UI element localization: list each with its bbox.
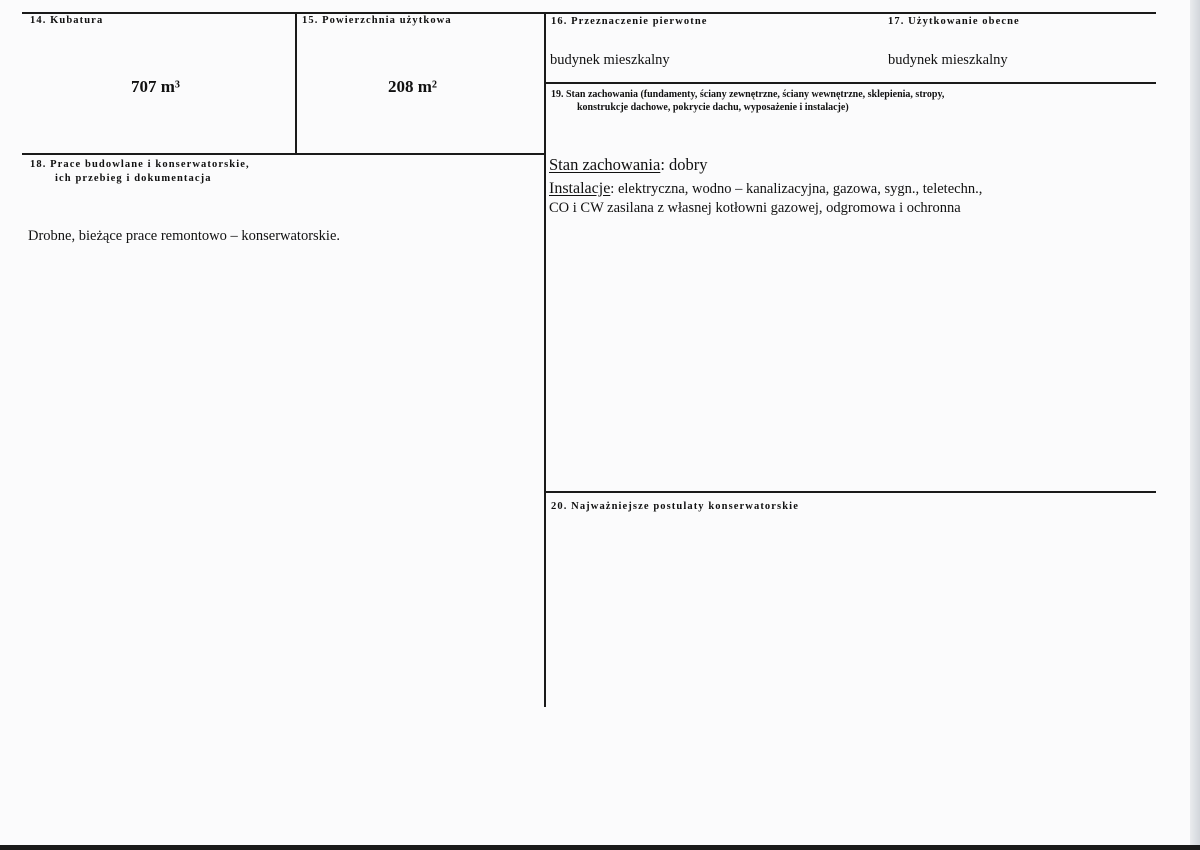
- field-15-value: 208 m²: [388, 77, 438, 96]
- field-19-installations-line-1: [549, 180, 982, 198]
- field-17-label: 17. Użytkowanie obecne: [888, 16, 1020, 27]
- rule-below-field-14-15: [22, 153, 546, 155]
- field-14-label: 14. Kubatura: [30, 15, 104, 26]
- field-18-label-line-2: ich przebieg i dokumentacja: [55, 173, 212, 184]
- field-15-label: 15. Powierzchnia użytkowa: [302, 15, 452, 26]
- field-19-label-line-2: konstrukcje dachowe, pokrycie dachu, wyposażenie i instalacje): [577, 102, 849, 113]
- field-19-installations-label: Instalacje: [549, 180, 611, 197]
- field-19-label-line-1: 19. Stan zachowania (fundamenty, ściany zewnętrzne, ściany wewnętrzne, sklepienia, stropy,: [551, 89, 945, 100]
- divider-col-2: [544, 12, 546, 707]
- field-17-value: budynek mieszkalny: [888, 52, 1008, 68]
- field-19-installations-text-1: : elektryczna, wodno – kanalizacyjna, gazowa, sygn., teletechn.,: [610, 181, 983, 197]
- scan-edge-bottom: [0, 845, 1200, 850]
- field-20-label: 20. Najważniejsze postulaty konserwatorskie: [551, 501, 799, 512]
- field-19-installations-line-2: CO i CW zasilana z własnej kotłowni gazowej, odgromowa i ochronna: [549, 200, 961, 216]
- field-19-condition-value: : dobry: [660, 155, 708, 174]
- field-14-value: 707 m³: [131, 77, 181, 96]
- field-16-value: budynek mieszkalny: [550, 52, 670, 68]
- scan-edge-right: [1190, 0, 1200, 850]
- field-16-label: 16. Przeznaczenie pierwotne: [551, 16, 708, 27]
- field-18-value: Drobne, bieżące prace remontowo – konserwatorskie.: [28, 228, 341, 244]
- field-18-label-line-1: 18. Prace budowlane i konserwatorskie,: [30, 159, 250, 170]
- field-19-condition: [549, 155, 708, 175]
- rule-above-field-20: [544, 491, 1156, 493]
- top-rule: [22, 12, 1156, 14]
- rule-below-field-16-17: [544, 82, 1156, 84]
- divider-col-1: [295, 12, 297, 154]
- field-19-condition-label: Stan zachowania: [549, 155, 661, 174]
